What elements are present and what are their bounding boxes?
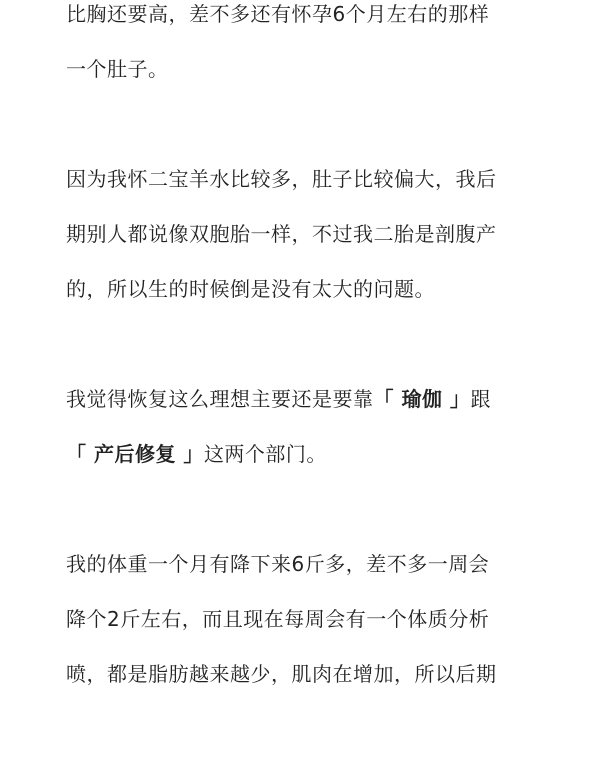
text-run: 喷，都是脂肪越来越少，肌肉在增加，所以后期 (66, 662, 497, 686)
paragraph (66, 152, 546, 317)
bold-term-yoga: 「 瑜伽 」 (373, 387, 471, 411)
text-run: 因为我怀二宝羊水比较多，肚子比较偏大，我后 (66, 167, 497, 191)
text-line (66, 647, 546, 702)
text-run: 我的体重一个月有降下来6斤多，差不多一周会 (66, 552, 490, 576)
text-run: 这两个部门。 (203, 442, 327, 466)
text-run: 我觉得恢复这么理想主要还是要靠 (66, 387, 374, 411)
text-line (66, 592, 546, 647)
text-run: 比胸还要高，差不多还有怀孕6个月左右的那样 (66, 2, 490, 26)
bold-term-postpartum-repair: 「 产后修复 」 (66, 442, 204, 466)
article-body (66, 0, 546, 757)
text-run: 的，所以生的时候倒是没有太大的问题。 (66, 277, 435, 301)
paragraph (66, 372, 546, 482)
text-line (66, 0, 546, 42)
paragraph (66, 537, 546, 702)
text-run: 跟 (470, 387, 491, 411)
text-run: 降个2斤左右，而且现在每周会有一个体质分析 (66, 607, 490, 631)
text-run: 期别人都说像双胞胎一样，不过我二胎是剖腹产 (66, 222, 497, 246)
text-line (66, 427, 546, 482)
text-line (66, 262, 546, 317)
text-line (66, 372, 546, 427)
text-line (66, 42, 546, 97)
text-line (66, 207, 546, 262)
text-run: 一个肚子。 (66, 57, 169, 81)
paragraph (66, 0, 546, 97)
text-line (66, 537, 546, 592)
text-line (66, 152, 546, 207)
